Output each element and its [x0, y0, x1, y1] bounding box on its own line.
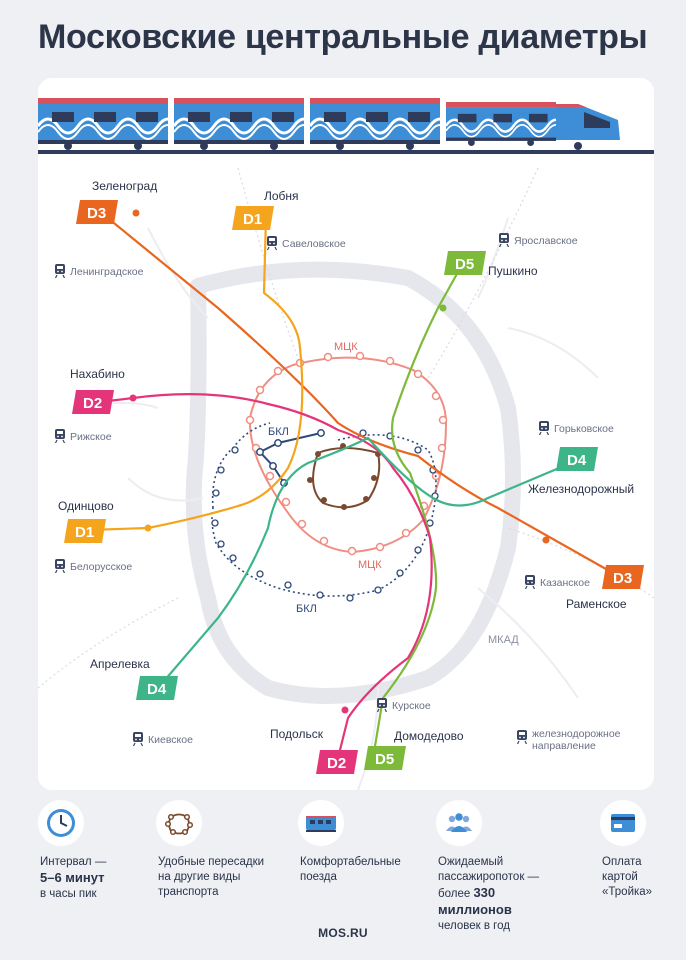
city-nakhabino: Нахабино	[70, 367, 125, 381]
badge-d2-bottom	[316, 750, 358, 774]
interval-line3: в часы пик	[40, 888, 97, 900]
transfers-line3: транспорта	[158, 886, 219, 898]
payment-line2: картой	[602, 871, 638, 883]
badge-d3-right	[602, 565, 644, 589]
station-yaroslavskoe: Ярославское	[514, 235, 578, 247]
badge-d2-left	[72, 390, 114, 414]
svg-text:D1: D1	[243, 211, 263, 228]
train-icon	[298, 800, 344, 846]
payment-line3: «Тройка»	[602, 886, 653, 898]
badge-d5-top	[444, 251, 486, 275]
city-domodedovo: Домодедово	[394, 729, 464, 743]
passengers-bold: 330 миллионов	[438, 885, 512, 917]
transfers-line1: Удобные пересадки	[158, 856, 265, 868]
troika-card-icon	[600, 800, 646, 846]
city-podolsk: Подольск	[270, 727, 323, 741]
badge-d1-left	[64, 519, 106, 543]
station-gorkovskoe: Горьковское	[554, 423, 614, 435]
badge-d4-right	[556, 447, 598, 471]
page-title: Московские центральные диаметры	[38, 18, 648, 56]
station-belorusskoe: Белорусское	[70, 561, 133, 573]
passengers-line2: пассажиропоток —	[438, 871, 540, 883]
station-zheleznodorozhnoe: железнодорожное	[532, 728, 621, 740]
svg-text:D5: D5	[375, 751, 395, 768]
mkad-label: МКАД	[488, 634, 519, 646]
svg-text:D4: D4	[567, 452, 587, 469]
station-leningradskoe: Ленинградское	[70, 266, 144, 278]
city-odintsovo: Одинцово	[58, 499, 114, 513]
svg-text:D2: D2	[327, 755, 347, 772]
city-lobnya: Лобня	[264, 189, 299, 203]
bkl-label-bottom: БКЛ	[296, 603, 317, 615]
badge-d3-top	[76, 200, 118, 224]
station-savelovskoe: Савеловское	[282, 238, 346, 250]
svg-text:D3: D3	[613, 570, 633, 587]
station-kazanskoe: Казанское	[540, 577, 590, 589]
people-icon	[436, 800, 482, 846]
svg-text:D5: D5	[455, 256, 475, 273]
train-illustration	[38, 78, 654, 156]
city-pushkino: Пушкино	[488, 264, 538, 278]
badge-d1-top	[232, 206, 274, 230]
bkl-label-top: БКЛ	[268, 426, 289, 438]
city-zelenograd: Зеленоград	[92, 179, 158, 193]
svg-text:D1: D1	[75, 524, 95, 541]
badge-d4-left	[136, 676, 178, 700]
passengers-line1: Ожидаемый	[438, 856, 504, 868]
map-card	[38, 78, 654, 790]
payment-line1: Оплата	[602, 856, 642, 868]
mck-label-bottom: МЦК	[358, 559, 382, 571]
source-label[interactable]: MOS.RU	[318, 926, 368, 940]
clock-icon	[38, 800, 84, 846]
transfers-line2: на другие виды	[158, 871, 241, 883]
transfer-ring-icon	[156, 800, 202, 846]
trains-line2: поезда	[300, 871, 337, 883]
interval-line1: Интервал —	[40, 856, 107, 868]
map-svg	[38, 78, 654, 790]
background-map	[38, 166, 654, 790]
station-rizhskoe: Рижское	[70, 431, 112, 443]
city-ramenskoe: Раменское	[566, 597, 627, 611]
station-kievskoe: Киевское	[148, 734, 193, 746]
svg-text:D4: D4	[147, 681, 167, 698]
station-napravlenie: направление	[532, 740, 596, 752]
passengers-line4: человек в год	[438, 920, 510, 932]
city-zheleznodorozhny: Железнодорожный	[528, 482, 635, 496]
trains-line1: Комфортабельные	[300, 856, 401, 868]
svg-text:D3: D3	[87, 205, 107, 222]
interval-bold: 5–6 минут	[40, 870, 105, 885]
svg-text:D2: D2	[83, 395, 103, 412]
passengers-pre: более	[438, 888, 474, 900]
city-aprelevka: Апрелевка	[90, 657, 150, 671]
badge-d5-bottom	[364, 746, 406, 770]
mck-label-top: МЦК	[334, 341, 358, 353]
station-kurskoe: Курское	[392, 700, 431, 712]
